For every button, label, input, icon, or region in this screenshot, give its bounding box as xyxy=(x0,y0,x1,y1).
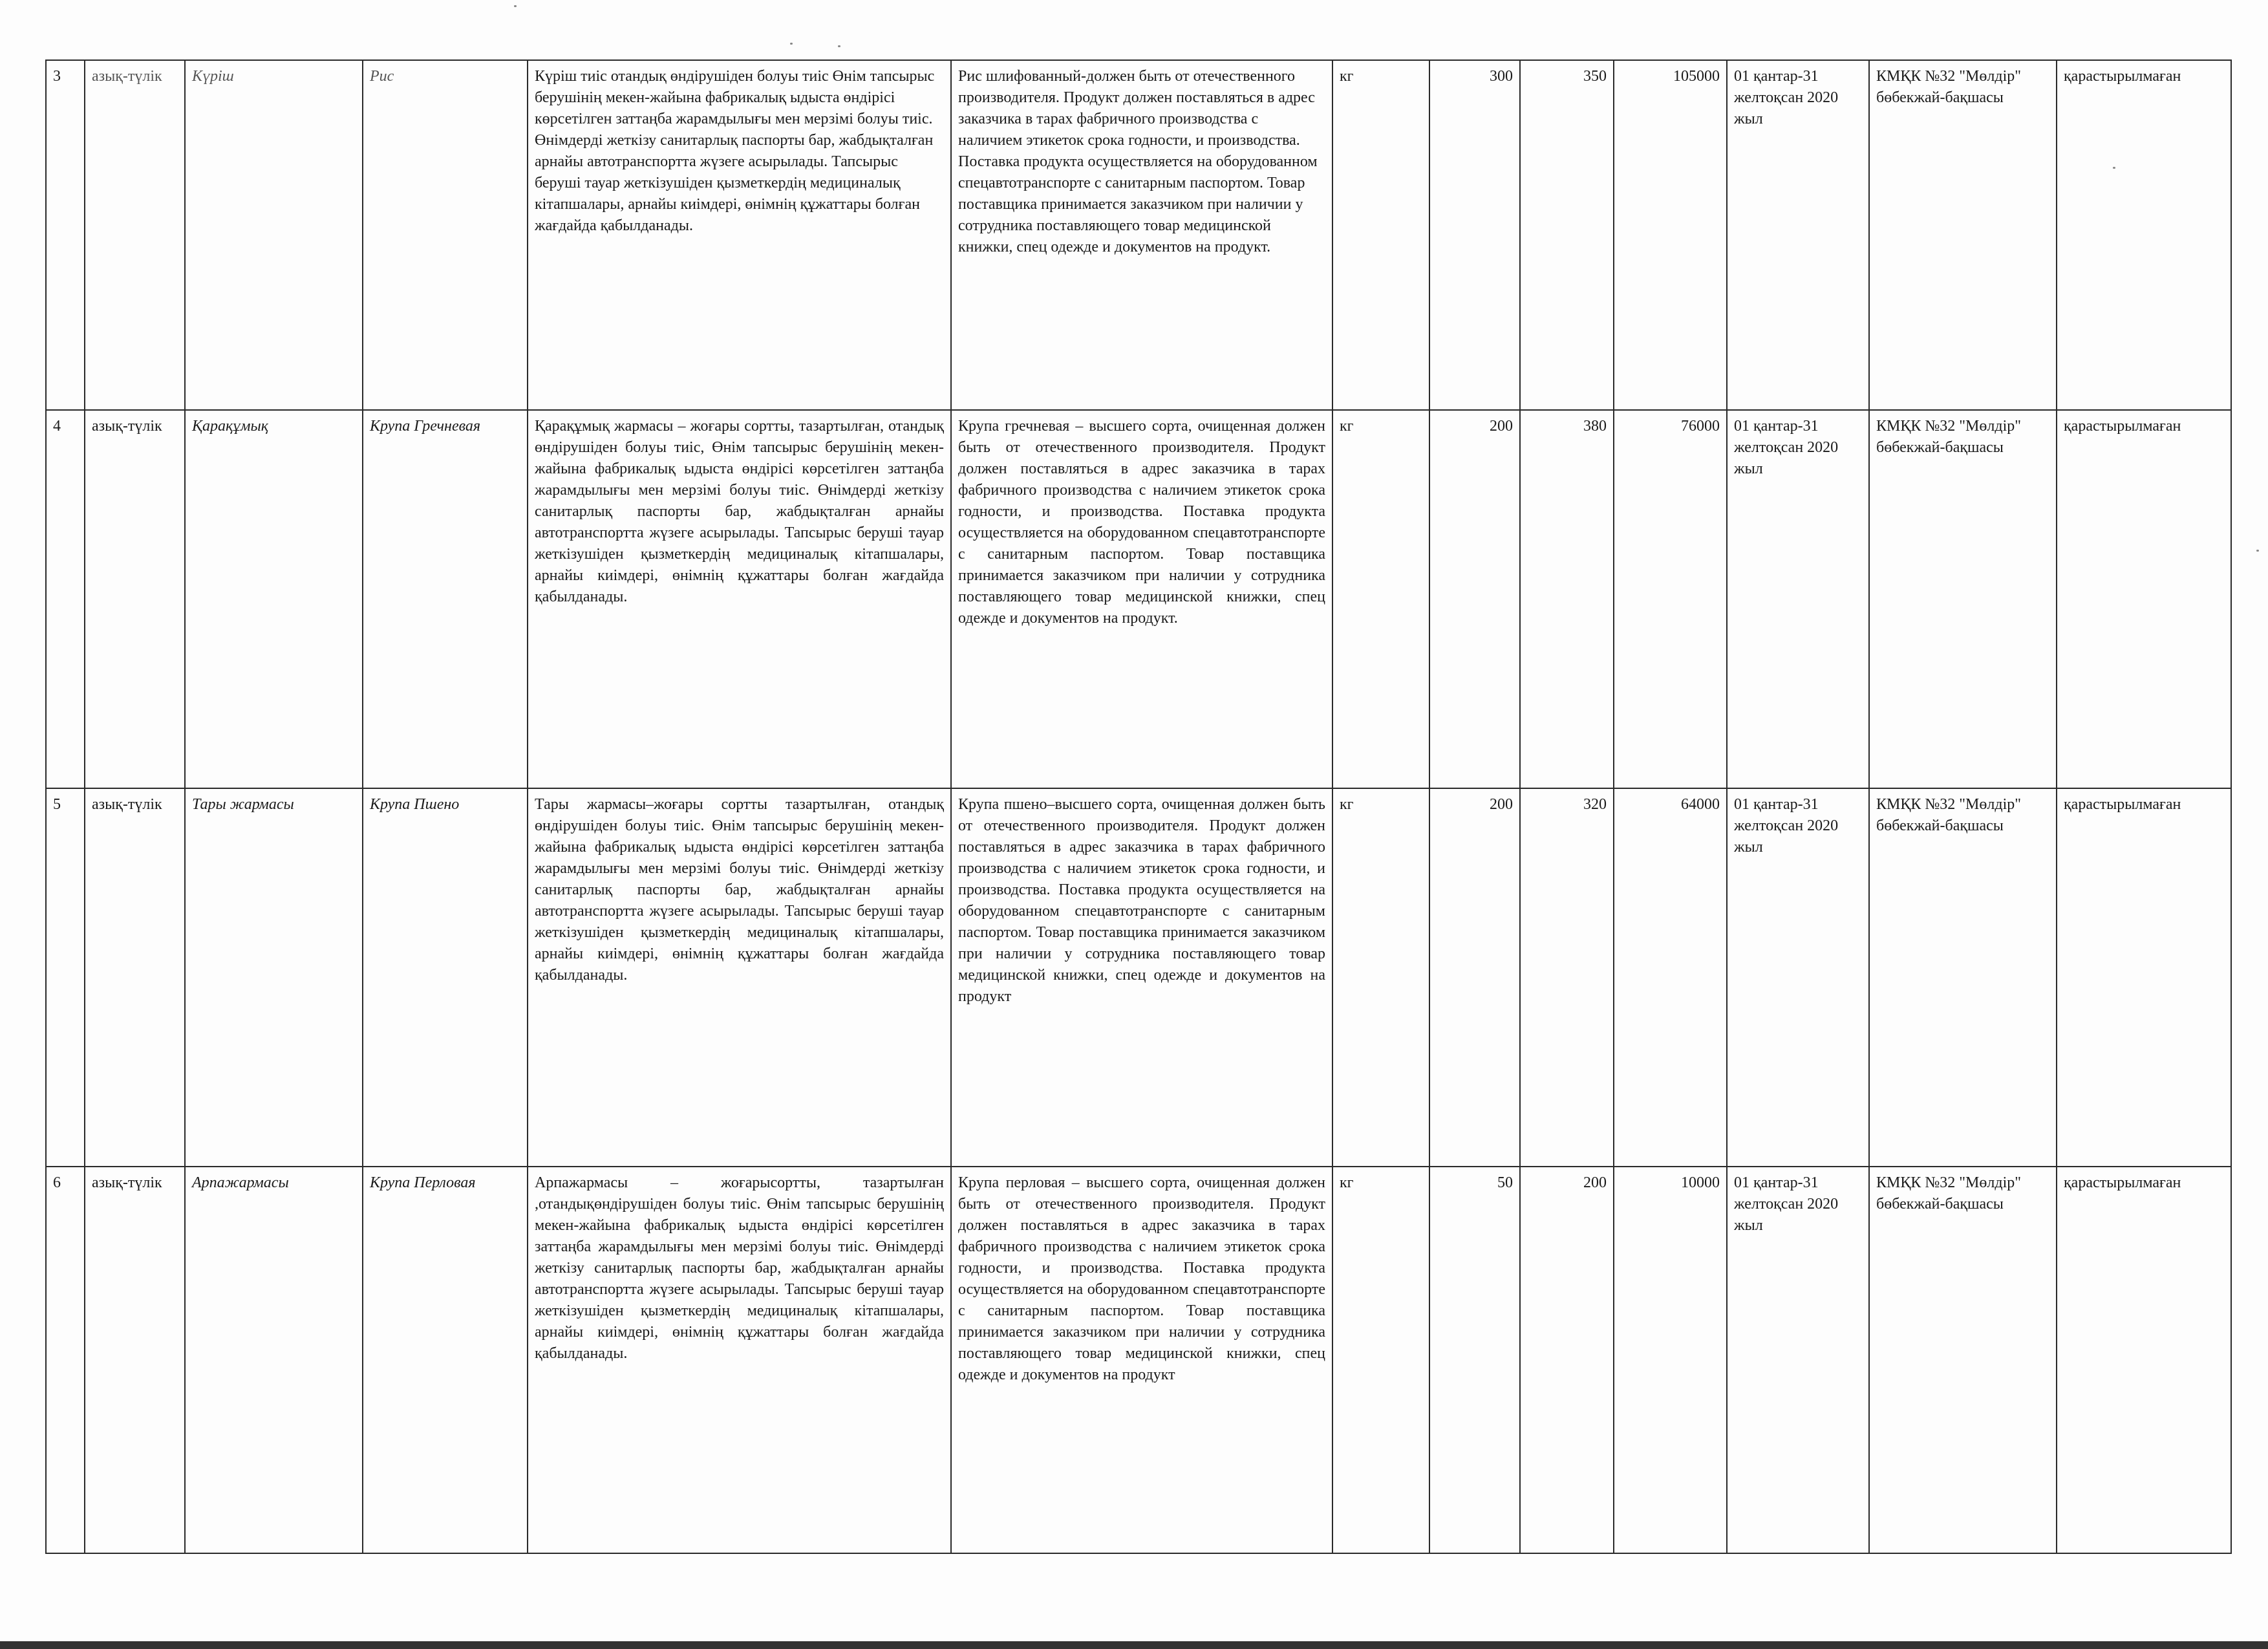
table-row xyxy=(46,788,2231,1167)
delivery-place: КМҚК №32 "Мөлдір" бөбекжай-бақшасы xyxy=(1869,788,2057,1167)
delivery-period: 01 қантар-31 желтоқсан 2020 жыл xyxy=(1727,410,1869,788)
row-number: 4 xyxy=(46,410,85,788)
advance-payment: қарастырылмаған xyxy=(2057,788,2231,1167)
description-kz: Қарақұмық жармасы – жоғары сортты, тазартылған, отандық өндірушіден болуы тиіс, Өнім тапсырыс берушінің мекен-жайына фабрикалық ыдыста өндірісі көрсетілген заттаңба жарамдылығы мен мерзімі болуы тиіс. Өнімдерді жеткізу санитарлық паспорты бар, жабдықталған арнайы автотранспортта жүзеге асырылады. Тапсырыс беруші тауар жеткізушіден қызметкердің медициналық кітапшалары, арнайы киімдері, өнімнің құжаттары болған жағдайда қабылданады. xyxy=(528,410,951,788)
sum-cell: 10000 xyxy=(1614,1167,1727,1553)
scan-speck xyxy=(514,5,517,7)
product-name-ru: Рис xyxy=(363,60,528,410)
scanner-edge-bar xyxy=(0,1641,2268,1649)
description-ru: Крупа перловая – высшего сорта, очищенная должен быть от отечественного производителя. Продукт должен поставляться в адрес заказчика в тарах фабричного производства с наличием этикеток срока годности, и производства. Поставка продукта осуществляется на оборудованном спецавтотранспорте с санитарным паспортом. Товар поставщика принимается заказчиком при наличии у сотрудника поставляющего товар медицинской книжки, спец одежде и документов на продукт xyxy=(951,1167,1332,1553)
category-cell: азық-түлік xyxy=(85,60,185,410)
delivery-period: 01 қантар-31 желтоқсан 2020 жыл xyxy=(1727,60,1869,410)
description-kz: Тары жармасы–жоғары сортты тазартылған, отандық өндірушіден болуы тиіс. Өнім тапсырыс берушінің мекен-жайына фабрикалық ыдыста өндірісі көрсетілген заттаңба жарамдылығы мен мерзімі болуы тиіс. Өнімдерді жеткізу санитарлық паспорты бар, жабдықталған арнайы автотранспортта жүзеге асырылады. Тапсырыс беруші тауар жеткізушіден қызметкердің медициналық кітапшалары, арнайы киімдері, өнімнің құжаттары болған жағдайда қабылданады. xyxy=(528,788,951,1167)
delivery-period: 01 қантар-31 желтоқсан 2020 жыл xyxy=(1727,1167,1869,1553)
price-cell: 350 xyxy=(1520,60,1614,410)
product-name-ru: Крупа Перловая xyxy=(363,1167,528,1553)
category-cell: азық-түлік xyxy=(85,1167,185,1553)
row-number: 3 xyxy=(46,60,85,410)
category-cell: азық-түлік xyxy=(85,788,185,1167)
scan-speck xyxy=(790,43,793,45)
unit-cell: кг xyxy=(1332,1167,1429,1553)
price-cell: 380 xyxy=(1520,410,1614,788)
quantity-cell: 50 xyxy=(1429,1167,1520,1553)
description-ru: Крупа пшено–высшего сорта, очищенная должен быть от отечественного производителя. Продукт должен поставляться в адрес заказчика в тарах фабричного производства с наличием этикеток срока годности, и производства. Поставка продукта осуществляется на оборудованном спецавтотранспорте с санитарным паспортом. Товар поставщика принимается заказчиком при наличии у сотрудника поставляющего товар медицинской книжки, спец одежде и документов на продукт xyxy=(951,788,1332,1167)
description-kz: Күріш тиіс отандық өндірушіден болуы тиіс Өнім тапсырыс берушінің мекен-жайына фабрикалық ыдыста өндірісі көрсетілген заттаңба жарамдылығы мен мерзімі болуы тиіс. Өнімдерді жеткізу санитарлық паспорты бар, жабдықталған арнайы автотранспортта жүзеге асырылады. Тапсырыс беруші тауар жеткізушіден қызметкердің медициналық кітапшалары, арнайы киімдері, өнімнің құжаттары болған жағдайда қабылданады. xyxy=(528,60,951,410)
quantity-cell: 200 xyxy=(1429,788,1520,1167)
table-row xyxy=(46,1167,2231,1553)
delivery-place: КМҚК №32 "Мөлдір" бөбекжай-бақшасы xyxy=(1869,60,2057,410)
delivery-place: КМҚК №32 "Мөлдір" бөбекжай-бақшасы xyxy=(1869,1167,2057,1553)
row-number: 6 xyxy=(46,1167,85,1553)
product-name-kz: Арпажармасы xyxy=(185,1167,363,1553)
advance-payment: қарастырылмаған xyxy=(2057,1167,2231,1553)
price-cell: 200 xyxy=(1520,1167,1614,1553)
product-name-ru: Крупа Пшено xyxy=(363,788,528,1167)
row-number: 5 xyxy=(46,788,85,1167)
table-row xyxy=(46,60,2231,410)
category-cell: азық-түлік xyxy=(85,410,185,788)
product-name-kz: Тары жармасы xyxy=(185,788,363,1167)
unit-cell: кг xyxy=(1332,410,1429,788)
sum-cell: 105000 xyxy=(1614,60,1727,410)
delivery-place: КМҚК №32 "Мөлдір" бөбекжай-бақшасы xyxy=(1869,410,2057,788)
sum-cell: 64000 xyxy=(1614,788,1727,1167)
sum-cell: 76000 xyxy=(1614,410,1727,788)
procurement-table xyxy=(45,59,2232,1554)
quantity-cell: 200 xyxy=(1429,410,1520,788)
unit-cell: кг xyxy=(1332,60,1429,410)
description-ru: Рис шлифованный-должен быть от отечественного производителя. Продукт должен поставляться в адрес заказчика в тарах фабричного производства с наличием этикеток срока годности, и производства. Поставка продукта осуществляется на оборудованном спецавтотранспорте с санитарным паспортом. Товар поставщика принимается заказчиком при наличии у сотрудника поставляющего товар медицинской книжки, спец одежде и документов на продукт. xyxy=(951,60,1332,410)
quantity-cell: 300 xyxy=(1429,60,1520,410)
product-name-kz: Күріш xyxy=(185,60,363,410)
scan-speck xyxy=(2256,550,2259,552)
advance-payment: қарастырылмаған xyxy=(2057,60,2231,410)
description-ru: Крупа гречневая – высшего сорта, очищенная должен быть от отечественного производителя. Продукт должен поставляться в адрес заказчика в тарах фабричного производства с наличием этикеток срока годности, и производства. Поставка продукта осуществляется на оборудованном спецавтотранспорте с санитарным паспортом. Товар поставщика принимается заказчиком при наличии у сотрудника поставляющего товар медицинской книжки, спец одежде и документов на продукт. xyxy=(951,410,1332,788)
product-name-ru: Крупа Гречневая xyxy=(363,410,528,788)
table-row xyxy=(46,410,2231,788)
product-name-kz: Қарақұмық xyxy=(185,410,363,788)
advance-payment: қарастырылмаған xyxy=(2057,410,2231,788)
description-kz: Арпажармасы – жоғарысортты, тазартылған ,отандықөндірушіден болуы тиіс. Өнім тапсырыс берушінің мекен-жайына фабрикалық ыдыста өндірісі көрсетілген заттаңба жарамдылығы мен мерзімі болуы тиіс. Өнімдерді жеткізу санитарлық паспорты бар, жабдықталған арнайы автотранспортта жүзеге асырылады. Тапсырыс беруші тауар жеткізушіден қызметкердің медициналық кітапшалары, арнайы киімдері, өнімнің құжаттары болған жағдайда қабылданады. xyxy=(528,1167,951,1553)
price-cell: 320 xyxy=(1520,788,1614,1167)
scan-speck xyxy=(838,45,840,47)
unit-cell: кг xyxy=(1332,788,1429,1167)
delivery-period: 01 қантар-31 желтоқсан 2020 жыл xyxy=(1727,788,1869,1167)
